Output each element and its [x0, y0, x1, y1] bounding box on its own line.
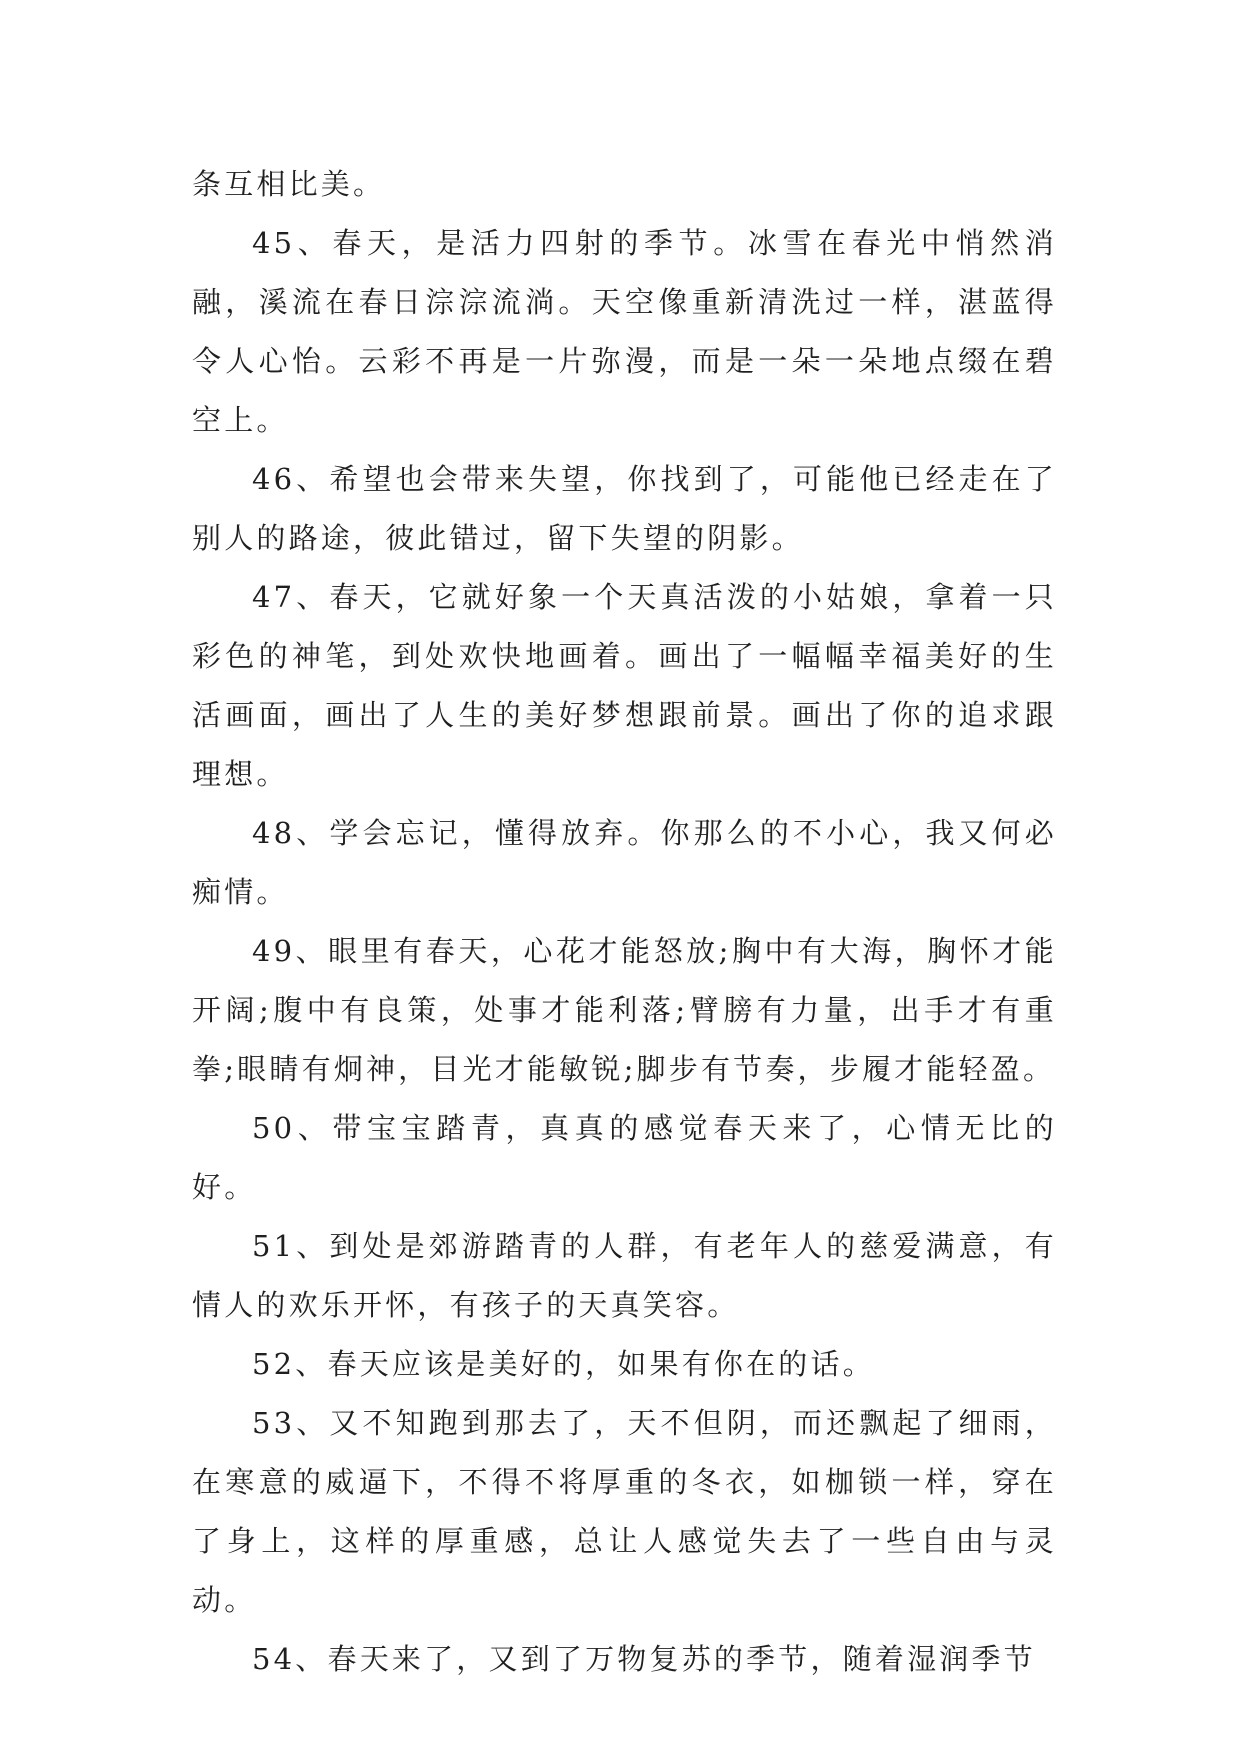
- paragraph-51: 51、到处是郊游踏青的人群，有老年人的慈爱满意，有情人的欢乐开怀，有孩子的天真笑容。: [192, 1229, 1057, 1322]
- paragraph-47: 47、春天，它就好象一个天真活泼的小姑娘，拿着一只彩色的神笔，到处欢快地画着。画出了一幅幅幸福美好的生活画面，画出了人生的美好梦想跟前景。画出了你的追求跟理想。: [192, 580, 1057, 791]
- paragraph-52: 52、春天应该是美好的，如果有你在的话。: [252, 1347, 875, 1381]
- paragraph-53: 53、又不知跑到那去了，天不但阴，而还飘起了细雨，在寒意的威逼下，不得不将厚重的冬衣，如枷锁一样，穿在了身上，这样的厚重感，总让人感觉失去了一些自由与灵动。: [192, 1406, 1057, 1617]
- paragraph-49: 49、眼里有春天，心花才能怒放;胸中有大海，胸怀才能开阔;腹中有良策，处事才能利落;臂膀有力量，出手才有重拳;眼睛有炯神，目光才能敏锐;脚步有节奏，步履才能轻盈。: [192, 934, 1057, 1086]
- paragraph-50: 50、带宝宝踏青，真真的感觉春天来了，心情无比的好。: [192, 1111, 1057, 1204]
- paragraph-48: 48、学会忘记，懂得放弃。你那么的不小心，我又何必痴情。: [192, 816, 1057, 909]
- paragraph-continuation: 条互相比美。: [192, 167, 386, 201]
- document-body: [192, 155, 1057, 1689]
- paragraph-54: 54、春天来了，又到了万物复苏的季节，随着湿润季节: [252, 1642, 1036, 1676]
- paragraph-46: 46、希望也会带来失望，你找到了，可能他已经走在了别人的路途，彼此错过，留下失望的阴影。: [192, 462, 1057, 555]
- paragraph-45: 45、春天，是活力四射的季节。冰雪在春光中悄然消融，溪流在春日淙淙流淌。天空像重新清洗过一样，湛蓝得令人心怡。云彩不再是一片弥漫，而是一朵一朵地点缀在碧空上。: [192, 226, 1057, 437]
